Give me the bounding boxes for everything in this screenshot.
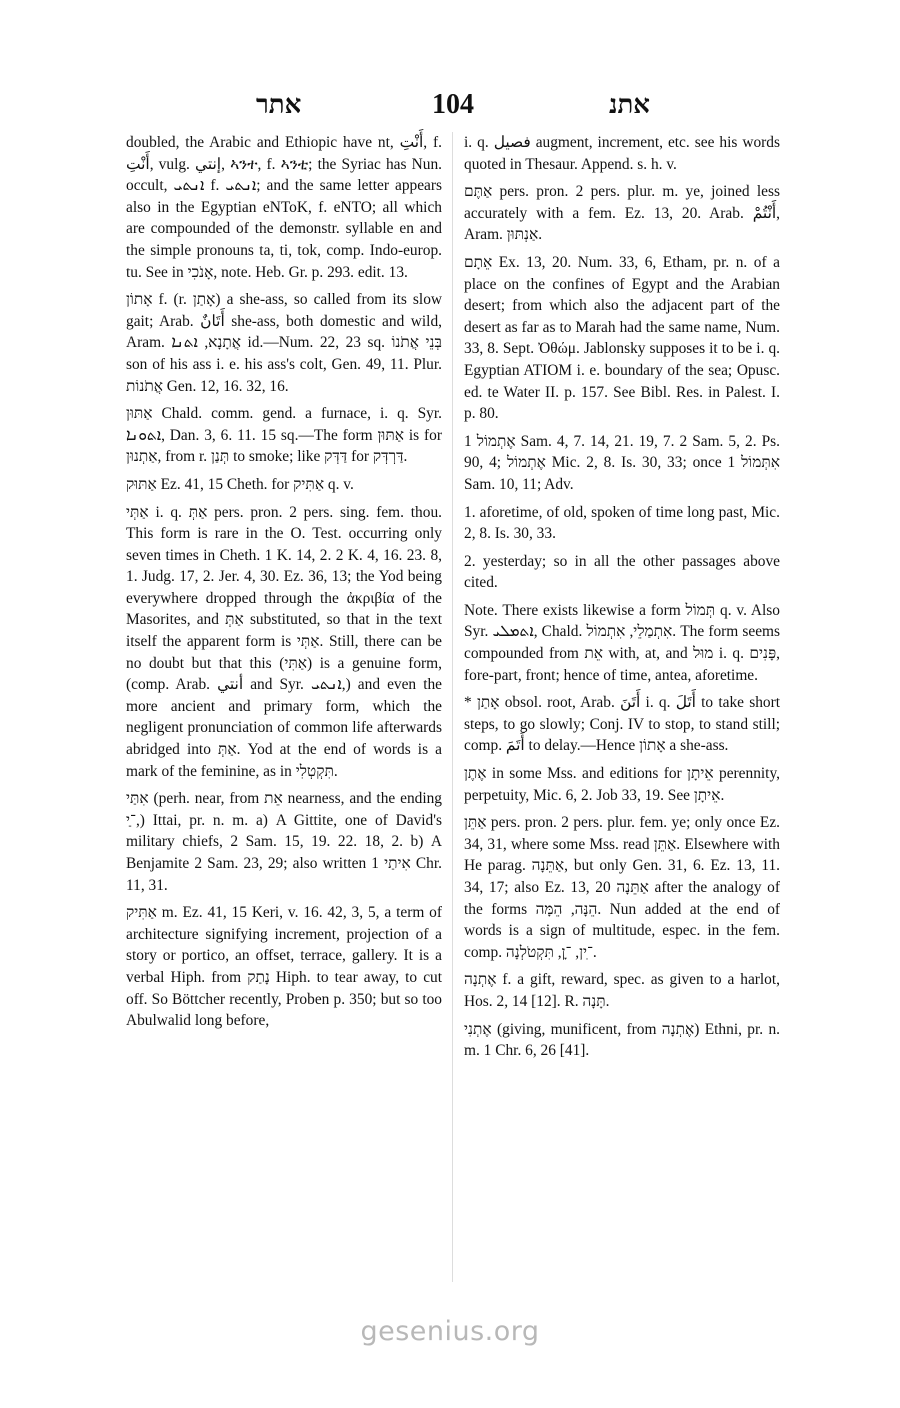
entry-ethni: אֶתְנִי (giving, munificent, from אֶתְנָה) Ethni, pr. n. m. 1 Chr. 6, 26 [41]. xyxy=(464,1020,780,1060)
entry-ittai: אִתַּי (perh. near, from אֵת nearness, and the ending ־ַי,) Ittai, pr. n. m. a) A Gittite, one of David's military chiefs, 2 Sam. 15, 19. 22. 18, 2. b) A Benjamite 2 Sam. 23, 29; also written אִיתַי 1 Chr. 11, 31. xyxy=(126,790,442,894)
right-column xyxy=(464,132,780,1068)
entry-etmol-sense-2: 2. yesterday; so in all the other passages above cited. xyxy=(464,552,780,592)
column-divider xyxy=(452,132,453,1282)
right-running-headword: אתנ xyxy=(608,90,650,119)
entry-atten: אַתֵּן pers. pron. 2 pers. plur. fem. ye; only once Ez. 34, 31, where some Mss. read אַתֵּן. Elsewhere with He parag. אַתֵּנָה, but only Gen. 31, 6. Ez. 13, 11. 34, 17; also Ez. 13, 20 אַתֵּנָה after the analogy of the forms הֵנָּה, הֵמָּה. Nun added at the end of words is a sign of multitude, espec. in the fem. comp. ־ִין, ־ָן, תִּקְטֹלְנָה. xyxy=(464,814,781,961)
entry-etmol-sense-1: 1. aforetime, of old, spoken of time long past, Mic. 2, 8. Is. 30, 33. xyxy=(464,503,780,543)
entry-eten: אֶתֶן in some Mss. and editions for אֵיתָן perennity, perpetuity, Mic. 6, 2. Job 33, 19. See אֵיתָן. xyxy=(464,765,780,804)
entry-etnah: אֶתְנָה f. a gift, reward, spec. as given to a harlot, Hos. 2, 14 [12]. R. תָּנָה. xyxy=(464,971,780,1010)
entry-etmol-note: Note. There exists likewise a form תְּמוֹל q. v. Also Syr. ܐܬܡܠܝ, Chald. אִתְמַלֵי, אִתְמוֹל. The form seems compounded from אֵת with, at, and מוּל i. q. פָּנִים, fore-part, front; hence of time, antea, aforetime. xyxy=(464,601,780,684)
entry-atti: אַתְּי i. q. אַתְּ pers. pron. 2 pers. sing. fem. thou. This form is rare in the O. Test. occurring only seven times in Cheth. 1 K. 14, 2. 2 K. 4, 16. 23. 8, 1. Judg. 17, 2. Jer. 4, 30. Ez. 36, 13; the Yod being everywhere dropped through the ἀκριβία of the Masorites, and אַתְּ substituted, so that in the text itself the apparent form is אַתְּי. Still, there can be no doubt but that this (אַתִּי) is a genuine form, (comp. Arab. أنتي and Syr. ܐܢܬܝ,) and even the more ancient and primary form, which the negligent pronunciation of common life afterwards abridged into אַתְּ. Yod at the end of words is a mark of the feminine, as in תִּקְטְלִי. xyxy=(126,503,443,780)
entry-etmol: אֶתְמוֹל 1 Sam. 4, 7. 14, 21. 19, 7. 2 Sam. 5, 2. Ps. 90, 4; אֶתְמוֹל Mic. 2, 8. Is. 30, 33; once אִתְּמוֹל 1 Sam. 10, 11; Adv. xyxy=(464,432,780,493)
entry-attem: אַתֶּם pers. pron. 2 pers. plur. m. ye, joined less accurately with a fem. Ez. 13, 20. Arab. أَنْتُمْ, Aram. אַנְתּוּן. xyxy=(464,183,780,244)
entry-atan-root: * אָתַן obsol. root, Arab. أَتَنَ i. q. أَتَلَ to take short steps, to go slowly; Conj. IV to stop, to stand still; comp. أَتَمَ to delay.—Hence אָתוֹן a she-ass. xyxy=(464,694,780,755)
page-number: 104 xyxy=(432,89,474,120)
entry-attuq: אַתּוּק Ez. 41, 15 Cheth. for אַתִּיק q. v. xyxy=(126,475,354,493)
entry-aton: אָתוֹן f. (r. אָתַן) a she-ass, so called from its slow gait; Arab. أَتَانٌ she-ass, both domestic and wild, Aram. אֲתָנָא, ܐܬܢܐ id.—Num. 22, 23 sq. בְּנֵי אֲתֹנוֹ son of his ass i. e. his ass's colt, Gen. 49, 11. Plur. אֲתֹנוֹת Gen. 12, 16. 32, 16. xyxy=(126,291,443,395)
entry-continuation: doubled, the Arabic and Ethiopic have nt, أَنْتِ, f. أَنْتِ, vulg. إنتي, ኣንተ, f. ኣንቲ; the Syriac has Nun. occult, ܐܢܬܝ f. ܐܢܬܝ; and the same letter appears also in the Egyptian eNToK, f. eNTO; all which are compounded of the demonstr. syllable en and the simple pronouns ta, ti, tok, comp. Indo-europ. tu. See in אָנֹכִי, note. Heb. Gr. p. 293. edit. 13. xyxy=(126,134,443,281)
left-running-headword: אתר xyxy=(256,90,302,119)
entry-etham: אֵתָם Ex. 13, 20. Num. 33, 6, Etham, pr. n. of a place on the confines of Egypt and the Arabian desert; from which also the adjacent part of the desert as far as to Marah had the same name, Num. 33, 8. Sept. Ὀθώμ. Jablonsky supposes it to be i. q. Egyptian ATIOM i. e. boundary of the sea; Opusc. ed. te Water II. p. 157. See Bibl. Res. in Palest. I. p. 80. xyxy=(464,253,780,423)
page-header xyxy=(126,88,780,122)
site-watermark: gesenius.org xyxy=(360,1316,540,1347)
entry-attiq: אַתִּיק m. Ez. 41, 15 Keri, v. 16. 42, 3, 5, a term of architecture signifying increment, projection of a story or portico, an offset, terrace, gallery. It is a verbal Hiph. from נָתַק Hiph. to tear away, to cut off. So Böttcher recently, Proben p. 350; but so too Abulwalid long before, xyxy=(126,904,442,1030)
entry-attun: אַתּוּן Chald. comm. gend. a furnace, i. q. Syr. ܐܬܘܢܐ, Dan. 3, 6. 11. 15 sq.—The form אַתּוּן is for אַתְנוּן, from r. תְּנַן to smoke; like דַּדְּק for דַּרְדְּק. xyxy=(126,405,442,466)
entry-attiq-continued: i. q. فصيل augment, increment, etc. see his words quoted in Thesaur. Append. s. h. v. xyxy=(464,134,780,173)
left-column xyxy=(126,132,442,1038)
